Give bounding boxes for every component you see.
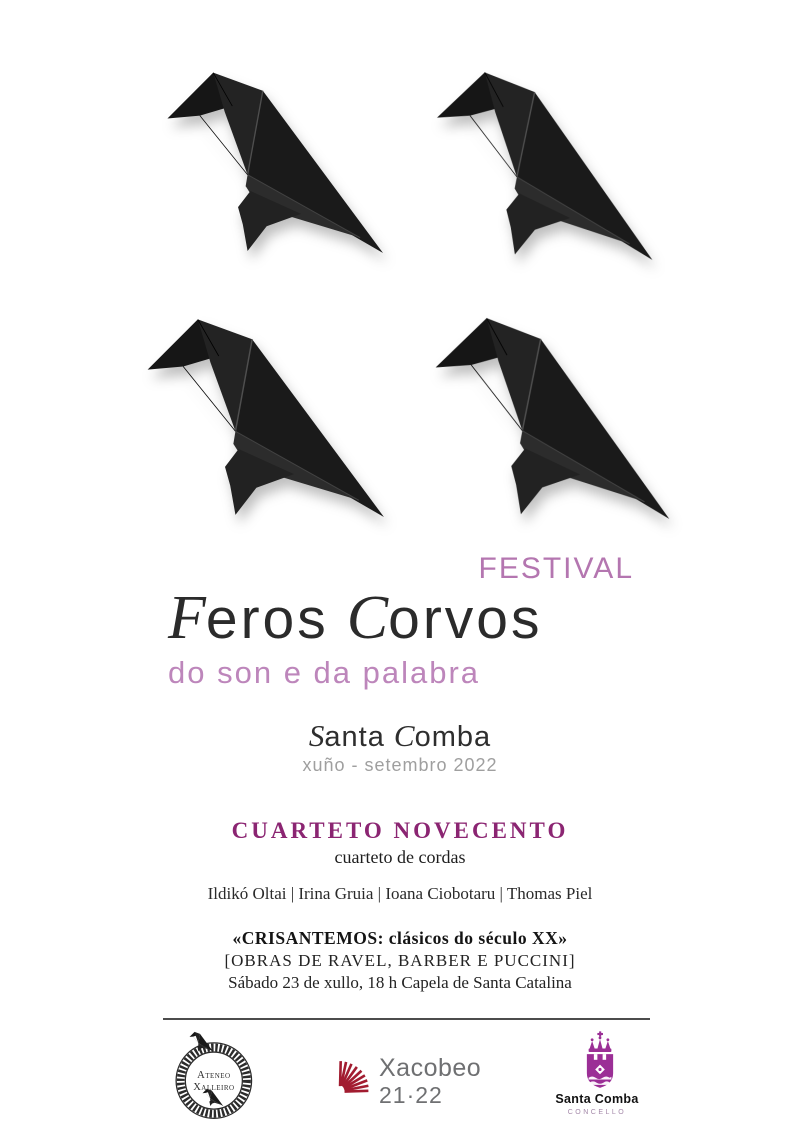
origami-crow-icon <box>132 310 410 540</box>
origami-crow-icon <box>421 59 679 286</box>
location-part: omba <box>414 721 492 753</box>
group-type: cuarteto de cordas <box>334 847 466 867</box>
concello-name: Santa Comba <box>555 1092 639 1106</box>
scallop-shell-icon <box>333 1053 373 1097</box>
xacobeo-name: Xacobeo <box>379 1054 482 1082</box>
poster-subtitle: do son e da palabra <box>168 655 481 690</box>
title-part: eros <box>205 587 329 651</box>
location-part: anta <box>324 721 385 753</box>
title-initial: F <box>168 584 206 652</box>
location-initial: S <box>308 718 325 753</box>
concello-label: CONCELLO <box>567 1108 627 1116</box>
xacobeo-years: 21·22 <box>379 1082 443 1108</box>
origami-crow-icon <box>156 60 404 278</box>
concello-wordmark <box>532 1093 662 1116</box>
poster-title <box>168 584 634 652</box>
title-part: orvos <box>388 587 543 651</box>
location-initial: C <box>393 718 415 753</box>
xacobeo-wordmark <box>379 1056 481 1107</box>
festival-label: FESTIVAL <box>478 552 634 585</box>
program-title: «CRISANTEMOS: clásicos do século XX» <box>232 928 568 948</box>
title-block <box>168 552 634 688</box>
origami-crow-icon <box>420 308 696 543</box>
title-initial: C <box>346 584 389 652</box>
footer-divider <box>163 1018 650 1020</box>
ateneo-line1: Ateneo <box>197 1069 231 1081</box>
performers-line: Ildikó Oltai | Irina Gruia | Ioana Ciobotaru | Thomas Piel <box>207 884 593 903</box>
program-datetime-venue: Sábado 23 de xullo, 18 h Capela de Santa Catalina <box>228 973 572 992</box>
program-works: [OBRAS DE RAVEL, BARBER E PUCCINI] <box>224 951 576 970</box>
ateneo-xalleiro-logo <box>166 1030 258 1122</box>
crowned-shield-icon <box>572 1031 628 1093</box>
group-name: CUARTETO NOVECENTO <box>231 818 569 843</box>
festival-dates: xuño - setembro 2022 <box>302 755 498 775</box>
location-title <box>0 720 800 752</box>
ateneo-line2: Xalleiro <box>193 1081 235 1093</box>
